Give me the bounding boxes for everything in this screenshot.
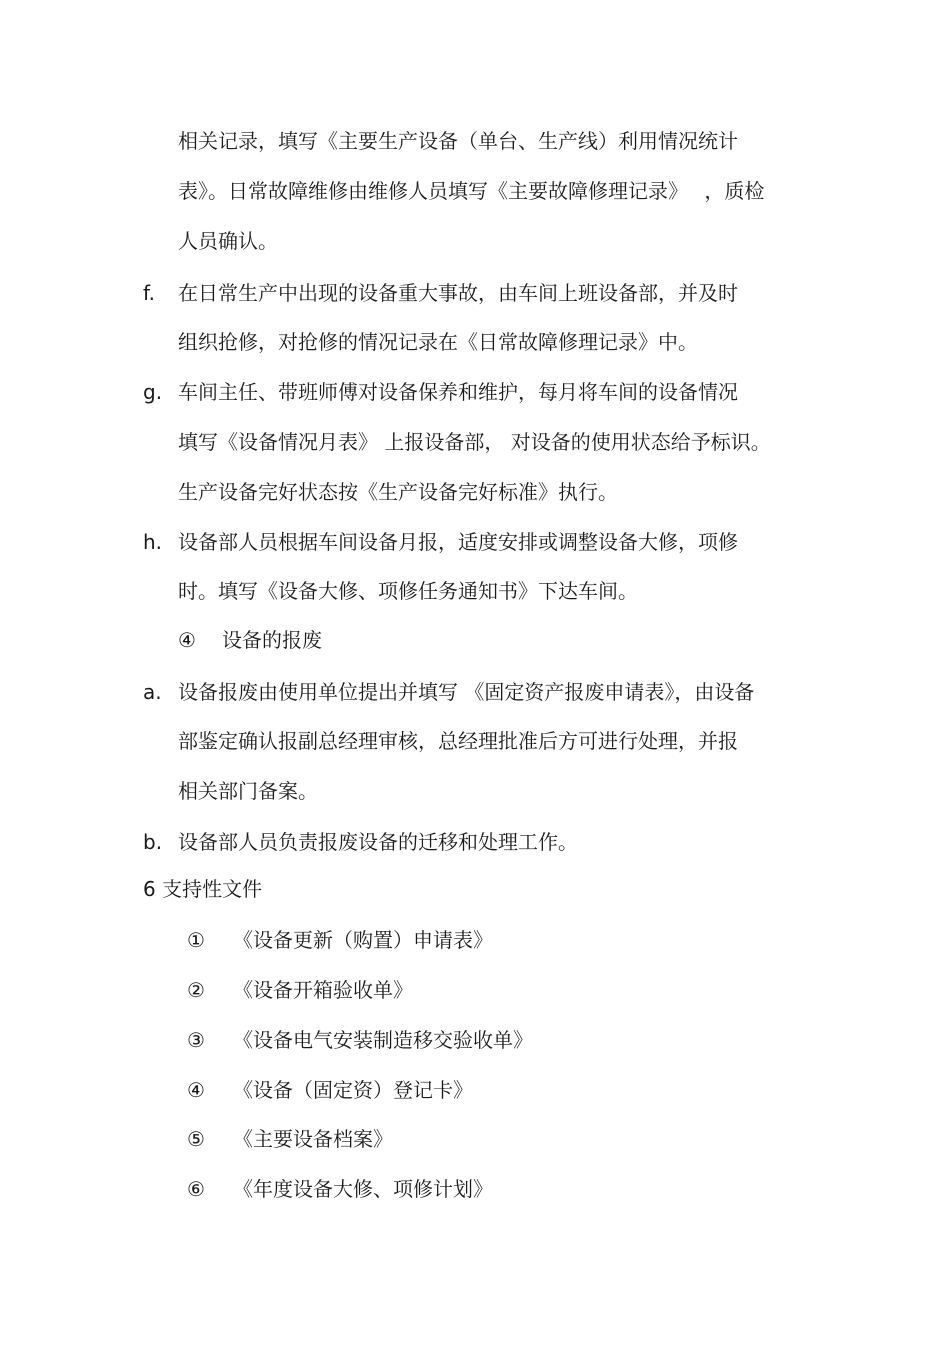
list-marker-h: h. xyxy=(143,530,163,554)
paragraph-line: 组织抢修，对抢修的情况记录在《日常故障修理记录》中。 xyxy=(178,330,698,354)
doc-number: ② xyxy=(187,978,205,1002)
paragraph-line: 生产设备完好状态按《生产设备完好标准》执行。 xyxy=(178,480,618,504)
list-marker-a: a. xyxy=(143,680,162,704)
paragraph-line: 车间主任、带班师傅对设备保养和维护，每月将车间的设备情况 xyxy=(178,380,738,404)
doc-title: 《设备电气安装制造移交验收单》 xyxy=(233,1028,533,1052)
paragraph-line: 设备部人员负责报废设备的迁移和处理工作。 xyxy=(178,830,578,854)
paragraph-line: 部鉴定确认报副总经理审核，总经理批准后方可进行处理，并报 xyxy=(178,729,738,753)
paragraph-line: 在日常生产中出现的设备重大事故，由车间上班设备部，并及时 xyxy=(178,281,738,305)
paragraph-line: 人员确认。 xyxy=(178,229,278,253)
doc-number: ④ xyxy=(187,1078,205,1102)
paragraph-line: 相关部门备案。 xyxy=(178,779,318,803)
subsection-title: 设备的报废 xyxy=(222,628,322,652)
doc-number: ① xyxy=(187,928,205,952)
list-marker-b: b. xyxy=(143,830,163,854)
doc-number: ⑤ xyxy=(187,1127,205,1151)
paragraph-line: 设备报废由使用单位提出并填写 《固定资产报废申请表》，由设备 xyxy=(178,680,755,704)
list-marker-f: f. xyxy=(143,281,155,305)
doc-title: 《年度设备大修、项修计划》 xyxy=(233,1177,493,1201)
paragraph-line: 表》。日常故障维修由维修人员填写《主要故障修理记录》 ，质检 xyxy=(178,179,765,203)
paragraph-line: 设备部人员根据车间设备月报，适度安排或调整设备大修，项修 xyxy=(178,530,738,554)
doc-title: 《设备（固定资）登记卡》 xyxy=(233,1078,473,1102)
doc-title: 《主要设备档案》 xyxy=(233,1127,393,1151)
doc-number: ⑥ xyxy=(187,1177,205,1201)
doc-number: ③ xyxy=(187,1028,205,1052)
doc-title: 《设备开箱验收单》 xyxy=(233,978,413,1002)
subsection-number: ④ xyxy=(178,628,196,652)
paragraph-line: 时。填写《设备大修、项修任务通知书》下达车间。 xyxy=(178,579,638,603)
section-heading: 6 支持性文件 xyxy=(143,877,263,901)
list-marker-g: g. xyxy=(143,380,163,404)
doc-title: 《设备更新（购置）申请表》 xyxy=(233,928,493,952)
paragraph-line: 填写《设备情况月表》 上报设备部， 对设备的使用状态给予标识。 xyxy=(178,430,771,454)
paragraph-line: 相关记录，填写《主要生产设备（单台、生产线）利用情况统计 xyxy=(178,129,738,153)
